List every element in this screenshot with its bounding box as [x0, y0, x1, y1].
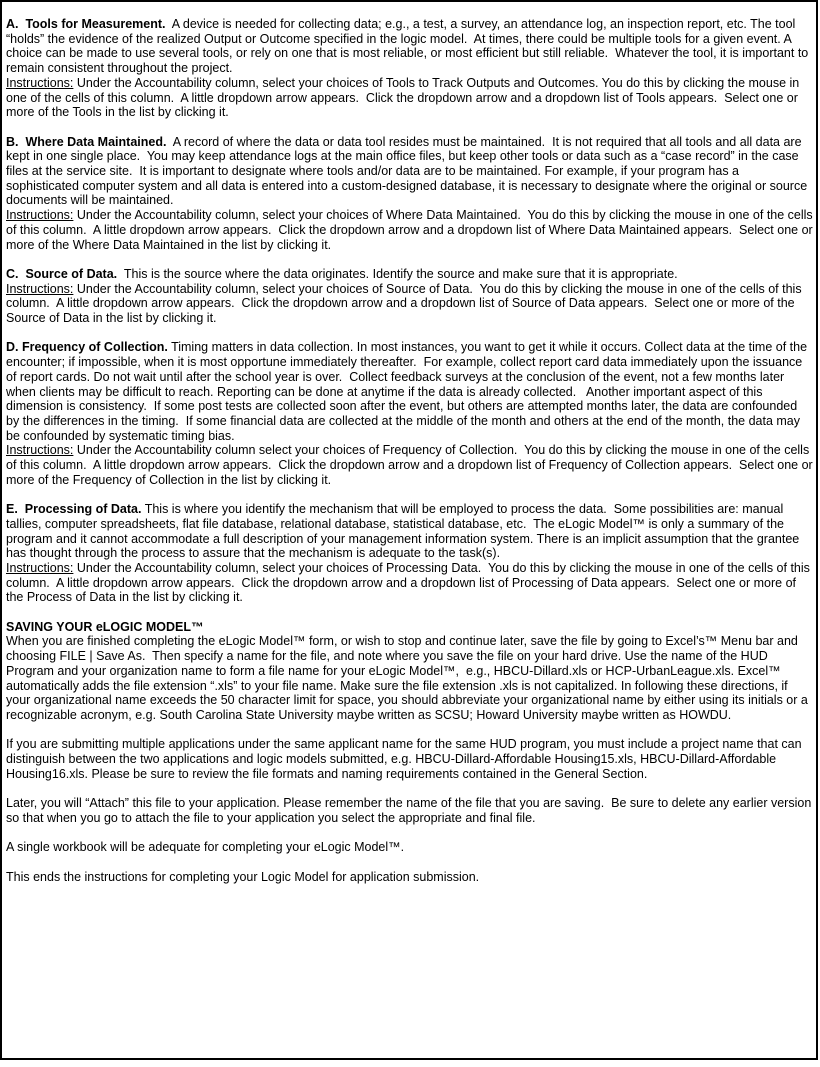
section-b-heading: B. Where Data Maintained.: [6, 134, 167, 149]
section-e-body: This is where you identify the mechanism that will be employed to process the data. Some possibilities are: manual tallies, computer spreadsheets, flat file database, relational database, statistical database, etc. The eLogic Model™ is only a summary of the program and it cannot accommodate a full description of your management information system. There is an implicit assumption that the grantee has thought through the process to assure that the mechanism is adequate to the task(s).: [6, 502, 803, 561]
section-e-paragraph: [6, 502, 813, 561]
section-e-instructions-label: Instructions:: [6, 560, 74, 575]
section-b-instructions: [6, 208, 817, 252]
section-frequency-of-collection: [6, 340, 817, 487]
saving-paragraph-5: This ends the instructions for completing your Logic Model for application submission.: [6, 869, 480, 884]
section-c-instructions: [6, 282, 813, 326]
section-a-instructions: [6, 76, 813, 120]
section-b-body: A record of where the data or data tool resides must be maintained. It is not required that all tools and all data are kept in one single place. You may keep attendance logs at the main office files, but keep other tools or data such as a “case record” in the case files at the service site. It is important to designate where tools and/or data are to be maintained. For example, if your program has a sophisticated computer system and all data is entered into a custom-designed database, it is necessary to designate where the original or source documents will be maintained.: [6, 134, 811, 208]
section-a-body: A device is needed for collecting data; e.g., a test, a survey, an attendance log, an inspection report, etc. The tool “holds” the evidence of the realized Output or Outcome specified in the logic model. At times, there could be multiple tools for a given event. A choice can be made to use several tools, or rely on one that is most reliable, or most efficient but still reliable. Whatever the tool, it is important to remain consistent throughout the project.: [6, 17, 812, 76]
section-saving-elogic-model: [6, 620, 813, 885]
section-c-instructions-label: Instructions:: [6, 281, 74, 296]
section-c-paragraph: [6, 267, 813, 282]
section-a-paragraph: [6, 17, 813, 76]
section-a-heading: A. Tools for Measurement.: [6, 17, 166, 31]
section-c-heading: C. Source of Data.: [6, 266, 118, 281]
saving-paragraph-1: When you are finished completing the eLogic Model™ form, or wish to stop and continue later, save the file by going to Excel’s™ Menu bar and choosing FILE | Save As. Then specify a name for the file, and note where you save the file on your hard drive. Use the name of the HUD Program and your organization name to form a file name for your eLogic Model™, e.g., HBCU-Dillard.xls or HCP-UrbanLeague.xls. Excel™ automatically adds the file extension “.xls” to your file name. Make sure the file extension .xls is not capitalized. In following these directions, if your organizational name exceeds the 50 character limit for space, you should abbreviate your organizational name by either using its initials or a recognizable acronym, e.g. South Carolina State University maybe written as SCSU; Howard University maybe written as HOWDU.: [6, 634, 812, 722]
section-e-instructions-text: Under the Accountability column, select your choices of Processing Data. You do this by clicking the mouse in one of the cells of this column. A little dropdown arrow appears. Click the dropdown arrow and a dropdown list of Processing of Data appears. Select one or more of the Process of Data in the list by clicking it.: [6, 560, 814, 605]
section-source-of-data: [6, 267, 813, 326]
section-where-data-maintained: [6, 134, 817, 253]
section-a-instructions-text: Under the Accountability column, select your choices of Tools to Track Outputs and Outcomes. You do this by clicking the mouse in one of the cells of this column. A little dropdown arrow appears. Click the dropdown arrow and a dropdown list of Tools appears. Select one or more of the Tools in the list by clicking it.: [6, 75, 803, 120]
section-d-body: Timing matters in data collection. In most instances, you want to get it while it occurs. Collect data at the time of the encounter; if impossible, when it is most opportune immediately thereafter. For example, collect report card data immediately upon the issuance of report cards. Do not wait until after the school year is over. Collect feedback surveys at the conclusion of the event, not a few months later when clients may be difficult to reach. Reporting can be done at anytime if the data is already collected. Another important aspect of this dimension is consistency. If some post tests are collected soon after the event, but others are attempted months later, the data are confounded by the differences in the timing. If some financial data are collected at the middle of the month and others at the end of the month, the data may be confounded by systematic timing bias.: [6, 340, 811, 443]
section-c-body: This is the source where the data originates. Identify the source and make sure that it is appropriate.: [117, 266, 678, 281]
section-b-instructions-text: Under the Accountability column, select your choices of Where Data Maintained. You do this by clicking the mouse in one of the cells of this column. A little dropdown arrow appears. Click the dropdown arrow and a dropdown list of Where Data Maintained appears. Select one or more of the Where Data Maintained in the list by clicking it.: [6, 208, 817, 252]
saving-paragraph-4: A single workbook will be adequate for completing your eLogic Model™.: [6, 840, 405, 855]
section-e-heading: E. Processing of Data.: [6, 502, 142, 517]
section-e-instructions: [6, 561, 813, 605]
section-d-instructions: [6, 443, 817, 487]
saving-paragraph-3: Later, you will “Attach” this file to your application. Please remember the name of the file that you are saving. Be sure to delete any earlier version so that when you go to attach the file to your application you select the appropriate and final file.: [6, 796, 815, 825]
section-d-heading: D. Frequency of Collection.: [6, 340, 168, 355]
section-b-paragraph: [6, 135, 813, 209]
section-processing-of-data: [6, 502, 813, 605]
saving-paragraph-2: If you are submitting multiple applications under the same applicant name for the same HUD program, you must include a project name that can distinguish between the two applications and logic models submitted, e.g. HBCU-Dillard-Affordable Housing15.xls, HBCU-Dillard-Affordable Housing16.xls. Please be sure to review the file formats and naming requirements contained in the General Section.: [6, 737, 806, 781]
section-d-instructions-text: Under the Accountability column select your choices of Frequency of Collection. You do this by clicking the mouse in one of the cells of this column. A little dropdown arrow appears. Click the dropdown arrow and a dropdown list of Frequency of Collection appears. Select one or more of the Frequency of Collection in the list by clicking it.: [6, 443, 817, 487]
section-a-instructions-label: Instructions:: [6, 75, 74, 90]
section-b-instructions-label: Instructions:: [6, 208, 74, 223]
section-tools-for-measurement: [6, 17, 813, 120]
section-d-paragraph: [6, 340, 813, 443]
section-d-instructions-label: Instructions:: [6, 443, 74, 458]
saving-heading: SAVING YOUR eLOGIC MODEL™: [6, 619, 204, 634]
section-c-instructions-text: Under the Accountability column, select your choices of Source of Data. You do this by clicking the mouse in one of the cells of this column. A little dropdown arrow appears. Click the dropdown arrow and a dropdown list of Source of Data appears. Select one or more of the Source of Data in the list by clicking it.: [6, 281, 806, 326]
